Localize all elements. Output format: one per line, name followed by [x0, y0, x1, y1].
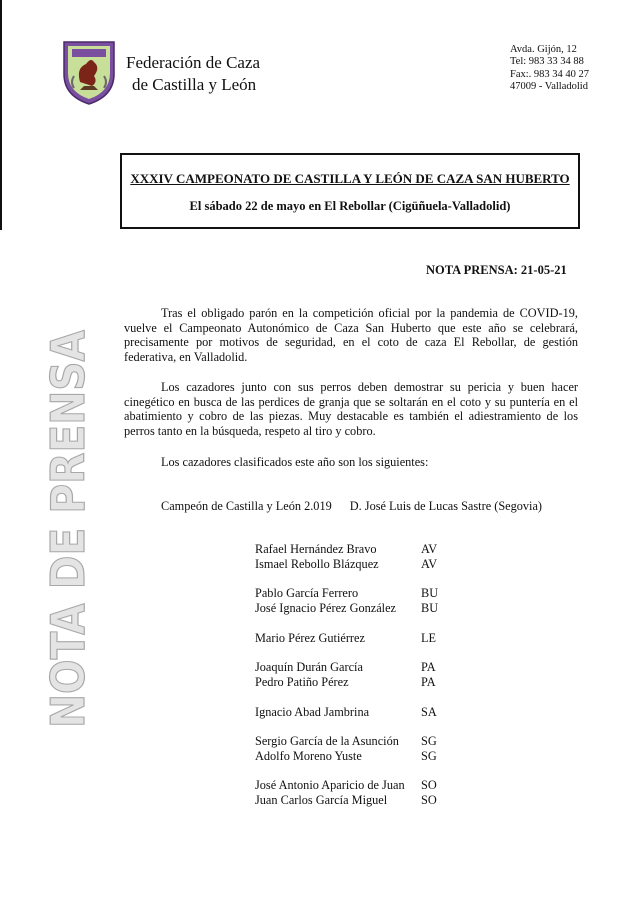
hunter-name: Mario Pérez Gutiérrez [255, 631, 365, 645]
contact-block [510, 44, 589, 93]
list-item [255, 778, 437, 793]
champion-label: Campeón de Castilla y León 2.019 [161, 499, 332, 513]
list-item [255, 542, 437, 557]
list-item [255, 793, 437, 808]
paragraph-1-text: Tras el obligado parón en la competición oficial por la pandemia de COVID-19, vuelve el Campeonato Autonómico de Caza San Huberto que este año se celebrará, precisamente por motivos de seguridad, en el coto de caza El Rebollar, de gestión federativa, en Valladolid. [124, 306, 578, 364]
hunter-province: LE [421, 631, 437, 645]
paragraph-3: Los cazadores clasificados este año son los siguientes: [161, 455, 429, 469]
list-item [255, 734, 437, 749]
hunter-province: SA [421, 705, 437, 719]
list-item [255, 601, 438, 616]
hunter-name: José Antonio Aparicio de Juan [255, 778, 405, 792]
hunter-name: Ismael Rebollo Blázquez [255, 557, 379, 571]
hunter-name: José Ignacio Pérez González [255, 601, 397, 615]
list-item [255, 631, 436, 646]
hunter-province: BU [421, 601, 439, 615]
left-margin-rule [0, 0, 2, 230]
hunter-province: SO [421, 778, 437, 792]
contact-phone: Tel: 983 33 34 88 [510, 56, 584, 68]
hunter-name: Juan Carlos García Miguel [255, 793, 388, 807]
hunter-name: Ignacio Abad Jambrina [255, 705, 370, 719]
hunter-province: BU [421, 586, 439, 600]
hunter-name: Sergio García de la Asunción [255, 734, 399, 748]
contact-city: 47009 - Valladolid [510, 80, 588, 92]
watermark [41, 277, 95, 731]
list-item [255, 557, 437, 572]
champion-name: D. José Luis de Lucas Sastre (Segovia) [349, 499, 543, 513]
hunter-province: AV [421, 557, 438, 571]
paragraph-2 [124, 380, 578, 438]
hunter-province: SG [421, 734, 437, 748]
title-box [120, 153, 580, 229]
list-item [255, 705, 437, 720]
document-title: XXXIV CAMPEONATO DE CASTILLA Y LEÓN DE CAZA SAN HUBERTO [130, 171, 570, 186]
hunter-province: SG [421, 749, 437, 763]
hunter-name: Adolfo Moreno Yuste [255, 749, 362, 763]
federation-logo [60, 38, 118, 106]
org-line-2: de Castilla y León [132, 75, 257, 94]
document-subtitle: El sábado 22 de mayo en El Rebollar (Cigüñuela-Valladolid) [189, 199, 511, 213]
hunter-name: Pablo García Ferrero [255, 586, 359, 600]
contact-fax: Fax:. 983 34 40 27 [510, 68, 590, 80]
paragraph-2-text: Los cazadores junto con sus perros deben demostrar su pericia y buen hacer cinegético en busca de las perdices de granja que se soltarán en el coto y su puntería en el abatimiento y cobro de las piezas. Muy destacable es también el adiestramiento de los perros tanto en la búsqueda, respeto al tiro y cobro. [124, 380, 578, 438]
champion-line [161, 499, 542, 514]
hunter-province: PA [421, 660, 436, 674]
hunter-name: Pedro Patiño Pérez [255, 675, 349, 689]
list-item [255, 675, 436, 690]
hunter-name: Rafael Hernández Bravo [255, 542, 377, 556]
organization-name [126, 52, 260, 96]
hunter-name: Joaquín Durán García [255, 660, 363, 674]
list-item [255, 749, 437, 764]
list-item [255, 586, 438, 601]
org-line-1: Federación de Caza [126, 53, 261, 72]
list-item [255, 660, 436, 675]
watermark-text: NOTA DE PRENSA [41, 277, 95, 728]
paragraph-1 [124, 306, 578, 364]
hunter-province: PA [421, 675, 436, 689]
press-note-date: NOTA PRENSA: 21-05-21 [426, 263, 567, 277]
hunter-province: AV [421, 542, 438, 556]
contact-address: Avda. Gijón, 12 [510, 44, 577, 55]
hunter-province: SO [421, 793, 437, 807]
